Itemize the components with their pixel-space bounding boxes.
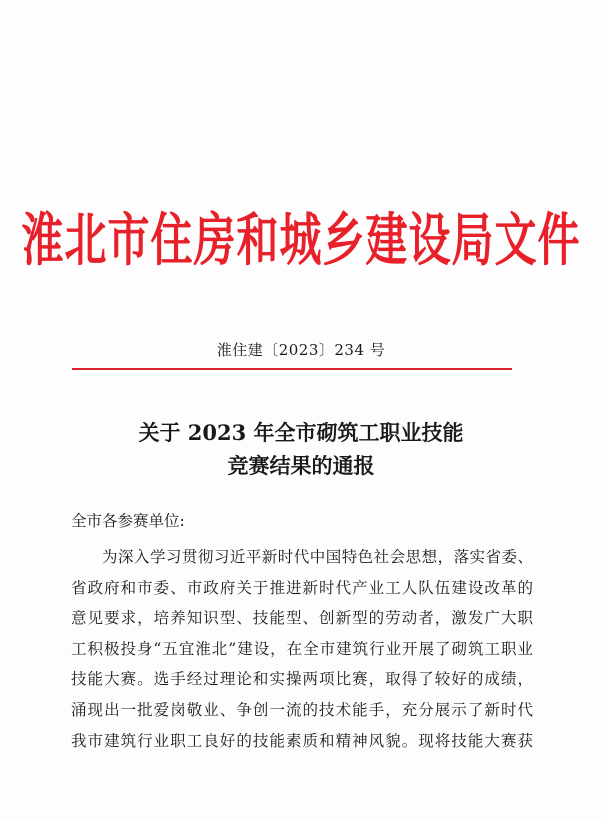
- body-line: 意见要求，培养知识型、技能型、创新型的劳动者，激发广大职: [71, 609, 533, 628]
- header-divider: [72, 368, 512, 370]
- document-title-line-2: 竞赛结果的通报: [227, 453, 375, 478]
- body-line: 为深入学习贯彻习近平新时代中国特色社会思想，落实省委、: [102, 548, 533, 566]
- body-paragraph: [71, 542, 533, 756]
- body-line: 涌现出一批爱岗敬业、争创一流的技术能手，充分展示了新时代: [71, 700, 533, 719]
- body-line: 工积极投身“五宜淮北”建设，在全市建筑行业开展了砌筑工职业: [71, 639, 533, 658]
- body-line: 技能大赛。选手经过理论和实操两项比赛，取得了较好的成绩，: [71, 670, 533, 689]
- document-title-line-1: 关于 2023 年全市砌筑工职业技能: [138, 420, 464, 445]
- body-line: 我市建筑行业职工良好的技能素质和精神风貌。现将技能大赛获: [71, 731, 533, 750]
- salutation: 全市各参赛单位:: [71, 512, 185, 530]
- document-number: 淮住建〔2023〕234 号: [216, 341, 386, 359]
- body-line: 省政府和市委、市政府关于推进新时代产业工人队伍建设改革的: [71, 578, 533, 597]
- org-header: 淮北市住房和城乡建设局文件: [21, 206, 581, 273]
